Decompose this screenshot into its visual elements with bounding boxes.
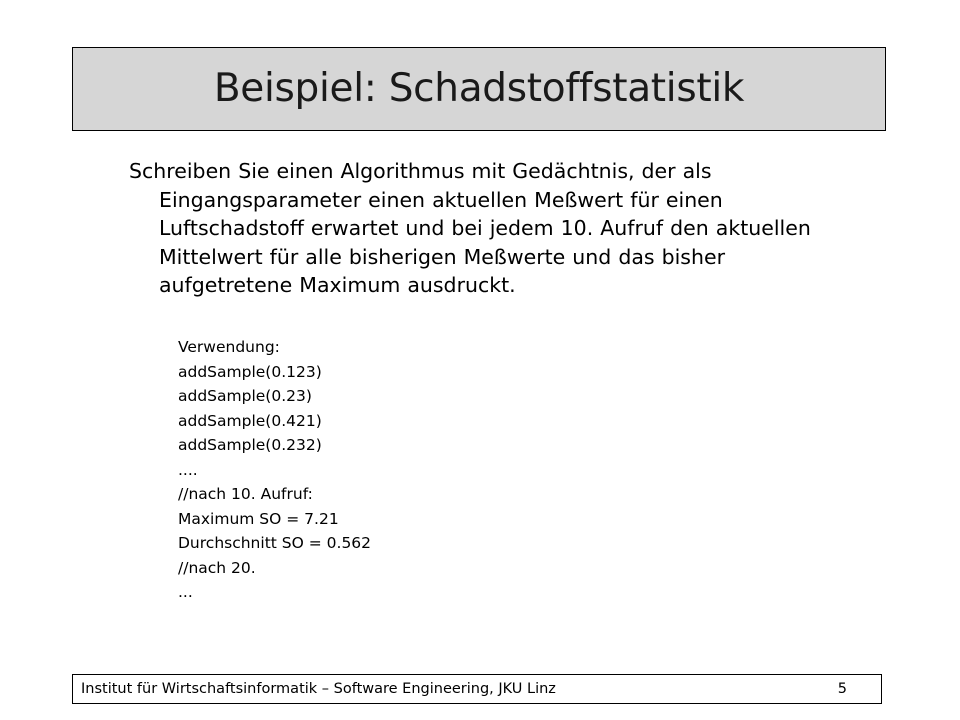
code-line: .... bbox=[178, 460, 198, 479]
page-number: 5 bbox=[837, 681, 847, 697]
code-example bbox=[178, 335, 578, 605]
code-line: addSample(0.421) bbox=[178, 411, 322, 430]
code-line: Durchschnitt SO = 0.562 bbox=[178, 534, 372, 552]
code-line: Maximum SO = 7.21 bbox=[178, 509, 339, 528]
title-box bbox=[72, 47, 886, 131]
code-line: //nach 20. bbox=[178, 558, 256, 577]
code-line: ... bbox=[178, 583, 193, 601]
code-line: //nach 10. Aufruf: bbox=[178, 485, 313, 503]
footer-institute: Institut für Wirtschaftsinformatik – Software Engineering, JKU Linz bbox=[81, 681, 556, 697]
slide-body-text: Schreiben Sie einen Algorithmus mit Gedächtnis, der als Eingangsparameter einen aktuellen Meßwert für einen Luftschadstoff erwartet und bei jedem 10. Aufruf den aktuellen Mittelwert für alle bisherigen Meßwerte und das bisher aufgetretene Maximum ausdruckt. bbox=[129, 159, 811, 297]
code-line: addSample(0.23) bbox=[178, 387, 312, 405]
code-line: addSample(0.232) bbox=[178, 436, 322, 454]
slide-title: Beispiel: Schadstoffstatistik bbox=[213, 65, 745, 111]
code-line: Verwendung: bbox=[178, 338, 280, 356]
slide-footer bbox=[72, 674, 882, 704]
code-line: addSample(0.123) bbox=[178, 362, 322, 381]
